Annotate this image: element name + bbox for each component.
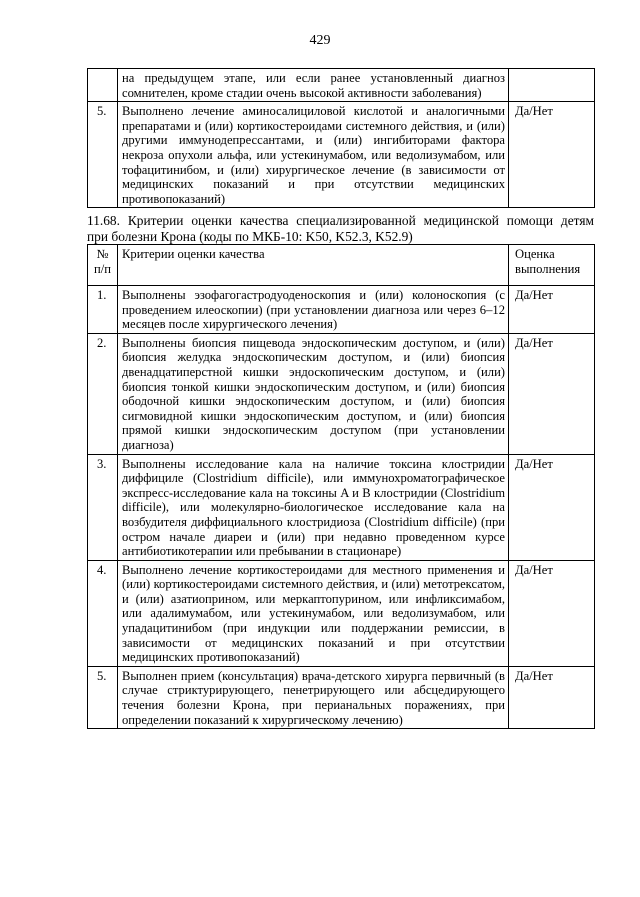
continued-criteria-table (87, 68, 595, 208)
evaluation-cell: Да/Нет (509, 560, 595, 666)
table-row (88, 666, 595, 728)
section-heading (87, 213, 594, 244)
row-number-cell: 3. (88, 454, 118, 560)
page-number: 429 (309, 33, 331, 48)
row-number-cell: 2. (88, 333, 118, 454)
row-number-cell: 1. (88, 286, 118, 334)
row-number-cell (88, 69, 118, 102)
evaluation-cell: Да/Нет (509, 333, 595, 454)
criteria-cell: Выполнены исследование кала на наличие токсина клостридии диффициле (Clostridium difficile), или иммунохроматографическое экспресс-исследование кала на токсины A и B клостридии (Clostridium difficile), или молекулярно-биологическое исследование кала на возбудителя диффициального клостридиоза (Clostridium difficile) (при остром начале диареи и (или) при недавно проведенном курсе антибиотикотерапии или пребывании в стационаре) (118, 454, 509, 560)
evaluation-cell (509, 69, 595, 102)
row-number-cell: 5. (88, 666, 118, 728)
table-header-row (88, 245, 595, 286)
criteria-cell: Выполнен прием (консультация) врача-детского хирурга первичный (в случае стриктурирующего, пенетрирующего или абсцедирующего течения болезни Крона, при перианальных поражениях, при определении показаний к хирургическому лечению) (118, 666, 509, 728)
quality-criteria-table (87, 244, 595, 729)
section-heading-line-2: при болезни Крона (коды по МКБ-10: K50, K52.3, K52.9) (87, 228, 413, 244)
header-evaluation: Оценка выполнения (509, 245, 595, 286)
criteria-cell: Выполнены эзофагогастродуоденоскопия и (или) колоноскопия (с проведением илеоскопии) (при установлении диагноза или через 6–12 месяцев после хирургического лечения) (118, 286, 509, 334)
criteria-cell: Выполнено лечение аминосалициловой кислотой и аналогичными препаратами и (или) кортикостероидами системного действия, и (или) другими иммунодепрессантами, и (или) ингибиторами фактора некроза опухоли альфа, или устекинумабом, или ведолизумабом, или тофацитинибом, и (или) хирургическое лечение (в зависимости от медицинских показаний и при отсутствии медицинских противопоказаний) (118, 102, 509, 208)
table-row (88, 454, 595, 560)
evaluation-cell: Да/Нет (509, 454, 595, 560)
criteria-cell: на предыдущем этапе, или если ранее установленный диагноз сомнителен, кроме стадии очень высокой активности заболевания) (118, 69, 509, 102)
criteria-cell: Выполнено лечение кортикостероидами для местного применения и (или) кортикостероидами системного действия, и (или) метотрексатом, и (или) азатиоприном, или меркаптопурином, или инфликсимабом, или адалимумабом, или устекинумабом, или ведолизумабом, или упадацитинибом (при индукции или поддержании ремиссии, в зависимости от медицинских показаний и при отсутствии медицинских противопоказаний) (118, 560, 509, 666)
table-row (88, 102, 595, 208)
evaluation-cell: Да/Нет (509, 666, 595, 728)
section-heading-line-1: 11.68. Критерии оценки качества специализированной медицинской помощи детям (87, 213, 594, 228)
header-number: № п/п (88, 245, 118, 286)
criteria-cell: Выполнены биопсия пищевода эндоскопическим доступом, и (или) биопсия желудка эндоскопическим доступом, и (или) биопсия двенадцатиперстной кишки эндоскопическим доступом, и (или) биопсия тонкой кишки эндоскопическим доступом, и (или) биопсия ободочной кишки эндоскопическим доступом, и (или) биопсия сигмовидной кишки эндоскопическим доступом, и (или) биопсия прямой кишки эндоскопическим доступом (при установлении диагноза) (118, 333, 509, 454)
table-row (88, 560, 595, 666)
table-row (88, 286, 595, 334)
row-number-cell: 5. (88, 102, 118, 208)
row-number-cell: 4. (88, 560, 118, 666)
header-criteria: Критерии оценки качества (118, 245, 509, 286)
table-row (88, 333, 595, 454)
table-row (88, 69, 595, 102)
evaluation-cell: Да/Нет (509, 286, 595, 334)
evaluation-cell: Да/Нет (509, 102, 595, 208)
